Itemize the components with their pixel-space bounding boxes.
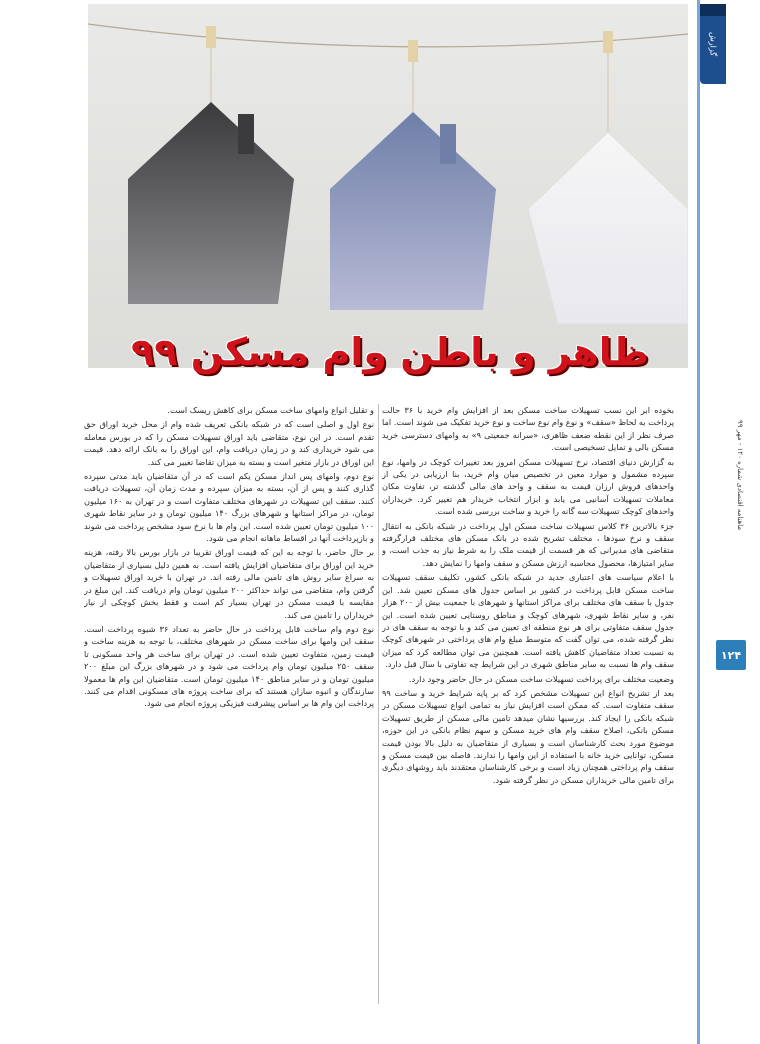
paragraph: نوع دوم وام ساخت قابل پرداخت در حال حاضر به تعداد ۳۶ شیوه پرداخت است. سقف این وامها برای ساخت مسکن در شهرهای مختلف، با توجه به هزینه ساخت و قیمت زمین، متفاوت تعیین شده است. در تهران برای ساخت هر واحد مسکونی تا سقف ۲۵۰ میلیون تومان وام پرداخت می شود و در شهرهای بزرگ این مبلغ ۲۰۰ میلیون تومان و در سایر مناطق ۱۴۰ میلیون تومان است. متقاضیان این وام ها معمولا سازندگان و انبوه سازان هستند که برای ساخت پروژه های مسکونی اقدام می کنند. پرداخت این وام ها بر اساس پیشرفت فیزیکی پروژه انجام می شود. bbox=[84, 623, 374, 709]
article-column-right bbox=[382, 404, 674, 1044]
paragraph: بعد از تشریح انواع این تسهیلات مشخص کرد که بر پایه شرایط خرید و ساخت ۹۹ سقف متفاوت است. که ممکن است افزایش نیاز به تمامی انواع تسهیلات مسکن در شبکه بانکی را ایجاد کند. بررسیها نشان میدهد تامین مالی مسکن از طریق تسهیلات مسکن بانکی، اصلاح سقف وام های خرید مسکن و سهم نظام بانکی در این حوزه، موضوع مورد بحث کارشناسان است و بسیاری از متقاضیان به دلیل بالا بودن قیمت مسکن، توانایی خرید خانه با استفاده از این وامها را ندارند. فاصله بین قیمت مسکن و سقف وام پرداختی همچنان زیاد است و برخی کارشناسان معتقدند باید روشهای دیگری برای تامین مالی خریداران مسکن در نظر گرفته شود. bbox=[382, 687, 674, 785]
paragraph: به گزارش دنیای اقتصاد، نرخ تسهیلات مسکن امروز بعد تغییرات کوچک در وامها، نوع سپرده مشمول و موارد معین در تخصیص میان وام خرید، بنا ارزیابی در یکی از واحدهای فروش ارزان قیمت به سقف و واحد های مالی گذشته تر، تفاوت مکان معاملات تسهیلات آسانیی می یابد و ابزار انتخاب خریدار هم تغییر کرد. خریداران واحدهای کوچک تسهیلات سه گانه را خرید و ساخت بررسی شده است. bbox=[382, 456, 674, 517]
paragraph: با اعلام سیاست های اعتباری جدید در شبکه بانکی کشور، تکلیف سقف تسهیلات ساخت مسکن قابل پرداخت در کشور بر اساس جدول های مسکن تعیین شد. این جدول با سقف های مختلف برای مراکز استانها و شهرهای با جمعیت بیش از ۲۰۰ هزار نفر، و سایر نقاط شهری، شهرهای کوچک و مناطق روستایی تعیین شده است. این جدول سقف متفاوتی برای هر نوع منطقه ای تعیین می کند و با توجه به سقف های در نظر گرفته شده، می توان گفت که متوسط مبلغ وام های پرداختی در شهرهای کوچک به نسبت تعداد متقاضیان کاهش یافته است. همچنین می توان مطالعه کرد که میزان سقف وام ها نسبت به سایر مناطق شهری در این شرایط چه تفاوتی با سال قبل دارد. bbox=[382, 572, 674, 670]
section-tab-label: گزارش bbox=[708, 31, 718, 57]
side-divider bbox=[697, 0, 700, 1044]
three-house-tags-icon bbox=[88, 4, 688, 368]
paragraph: بر حال حاضر، با توجه به این که قیمت اوراق تقریبا در بازار بورس بالا رفته، هزینه خرید این اوراق برای متقاضیان افزایش یافته است. به همین دلیل بسیاری از متقاضیان به سراغ سایر روش های تامین مالی رفته اند. در تهران با خرید اوراق تسهیلات و گرفتن وام، متقاضی می تواند حداکثر ۲۰۰ میلیون تومان وام دریافت کند. این مبلغ در مقایسه با قیمت مسکن در تهران بسیار کم است و فقط بخش کوچکی از نیاز خریداران را تامین می کند. bbox=[84, 547, 374, 620]
paragraph: وضعیت مختلف برای پرداخت تسهیلات ساخت مسکن در حال حاضر وجود دارد. bbox=[408, 673, 674, 684]
paragraph: جزء بالاترین ۳۶ کلاس تسهیلات ساخت مسکن اول پرداخت در شبکه بانکی به انتقال سقف و نرخ سودها ، مختلف تشریح شده در بانک مسکن های مختلف قرارگرفته متقاضی های مدیرانی که هر قسمت از قیمت ملک را به شرط نیاز به جذب است، و سایر امتیازها، محصول محاسبه ارزش مسکن و سقف وامها را نمایش دهد. bbox=[382, 520, 674, 568]
paragraph: نوع اول و اصلی است که در شبکه بانکی تعریف شده وام از محل خرید اوراق حق تقدم است. در این نوع، متقاضی باید اوراق تسهیلات مسکن را که در بورس معامله می شود خریداری کند و در زمان دریافت وام، این اوراق را به بانک ارائه دهد. قیمت این اوراق در بازار متغیر است و بسته به میزان تقاضا تغییر می کند. bbox=[84, 419, 374, 467]
paragraph: نوع دوم، وامهای پس انداز مسکن یکم است که در آن متقاضیان باید مدتی سپرده گذاری کنند و پس از آن، بسته به میزان سپرده و مدت زمان آن، تسهیلات دریافت کنند. سقف این تسهیلات در شهرهای مختلف متفاوت است و در تهران به ۱۶۰ میلیون تومان، در مراکز استانها و شهرهای بزرگ ۱۴۰ میلیون تومان و در سایر نقاط شهری ۱۰۰ میلیون تومان تعیین شده است. این وام ها با نرخ سود مشخص پرداخت می شوند و بازپرداخت آنها در اقساط ماهانه انجام می شود. bbox=[84, 471, 374, 544]
paragraph: و تقلیل انواع وامهای ساخت مسکن برای کاهش ریسک است. bbox=[167, 405, 374, 415]
article-illustration bbox=[88, 4, 688, 368]
article-headline: ظاهر و باطن وام مسکن ۹۹ bbox=[131, 330, 649, 374]
column-divider bbox=[378, 404, 379, 1004]
article-column-left bbox=[84, 404, 374, 1044]
page-number: ۱۲۴ bbox=[716, 640, 746, 670]
section-tab bbox=[700, 4, 726, 84]
magazine-running-head: ماهنامه اقتصادی شماره ۱۲۰ - مهر ۹۹ bbox=[736, 420, 744, 531]
paragraph: بخوده ابر این نسب تسهیلات ساخت مسکن بعد از افزایش وام خرید با ۳۶ حالت پرداخت به لحاظ «سقف» و نوع وام نوع ساخت و نوع خرید تفکیک می شوند است. اما صرف نظر از این نقطه ضعف ظاهری، «سرانه جمعیتی ۹» به وامهای دسترسی خرید مسکن بالی و تمایل تسخیصی است. bbox=[382, 405, 674, 453]
section-tab-cap bbox=[700, 4, 726, 16]
